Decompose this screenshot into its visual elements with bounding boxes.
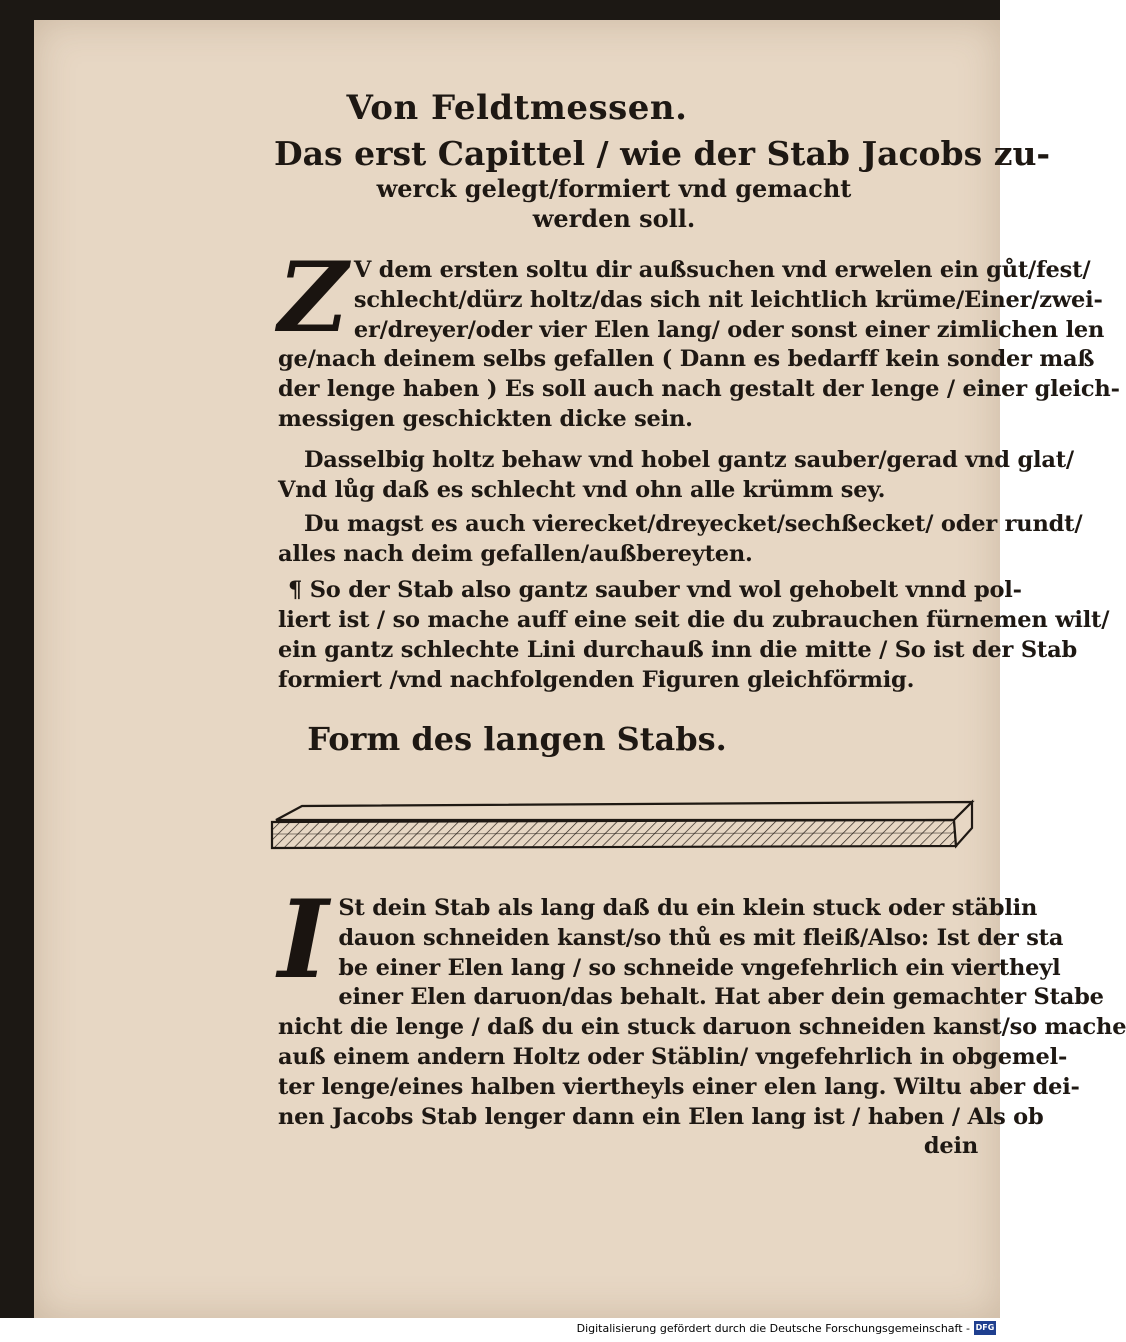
drop-cap-initial: I [278,877,329,1003]
text-line: auß einem andern Holtz oder Stäblin/ vngefehrlich in obgemel- [278,1043,1068,1070]
paragraph-4 [288,576,1022,606]
jacobs-staff-illustration [264,798,974,868]
text-line: er/dreyer/oder vier Elen lang/ oder sonst einer zimlichen len [353,316,1105,343]
chapter-heading-line-1: Das erst Capittel / wie der Stab Jacobs zu- [274,134,1051,173]
dfg-logo-icon: DFG [974,1321,996,1335]
text-line: V dem ersten soltu dir außsuchen vnd erwelen ein gůt/fest/ [353,257,1091,283]
text-line: messigen geschickten dicke sein. [278,405,693,432]
paragraph-5 [278,877,1126,1162]
text-line: einer Elen daruon/das behalt. Hat aber dein gemachter Stabe [338,984,1104,1011]
paragraph-1 [278,241,1120,435]
drop-cap-initial: Z [278,241,348,354]
text-line: der lenge haben ) Es soll auch nach gestalt der lenge / einer gleich- [278,376,1120,403]
paragraph-2-cont [278,476,978,506]
text-line: alles nach deim gefallen/außbereyten. [278,541,753,567]
text-line: ¶ So der Stab also gantz sauber vnd wol gehobelt vnnd pol- [288,577,1022,603]
text-line: nen Jacobs Stab lenger dann ein Elen lang ist / haben / Als ob [278,1103,1044,1130]
paragraph-3 [304,510,1083,540]
chapter-heading [274,134,1051,234]
paragraph-2 [304,446,1074,476]
book-page [34,20,1126,1318]
text-line: liert ist / so mache auff eine seit die du zubrauchen fürnemen wilt/ [278,607,1110,633]
staff-top-face [276,802,972,820]
text-line: St dein Stab als lang daß du ein klein stuck oder stäblin [338,895,1038,921]
text-line: Du magst es auch vierecket/dreyecket/sechßecket/ oder rundt/ [304,511,1083,537]
text-line: formiert /vnd nachfolgenden Figuren gleichförmig. [278,666,915,693]
text-line: nicht die lenge / daß du ein stuck daruon schneiden kanst/so mache [278,1014,1126,1041]
running-title: Von Feldtmessen. [346,88,688,128]
figure-caption: Form des langen Stabs. [307,720,727,758]
text-line: dauon schneiden kanst/so thů es mit fleiß/Also: Ist der sta [338,924,1064,951]
catchword: dein [923,1133,978,1160]
paragraph-3-cont [278,540,978,570]
text-line: Vnd lůg daß es schlecht vnd ohn alle krümm sey. [278,477,886,503]
text-line: Dasselbig holtz behaw vnd hobel gantz sauber/gerad vnd glat/ [304,447,1074,473]
text-line: schlecht/dürz holtz/das sich nit leichtlich krüme/Einer/zwei- [353,286,1103,313]
chapter-heading-line-2: werck gelegt/formiert vnd gemacht [376,174,852,203]
funding-notice: Digitalisierung gefördert durch die Deutsche Forschungsgemeinschaft - [576,1322,970,1335]
text-line: ter lenge/eines halben viertheyls einer elen lang. Wiltu aber dei- [278,1073,1080,1100]
text-line: be einer Elen lang / so schneide vngefehrlich ein viertheyl [338,954,1061,981]
paragraph-4-cont [278,606,1110,695]
text-line: ge/nach deinem selbs gefallen ( Dann es bedarff kein sonder maß [278,346,1095,373]
text-line: ein gantz schlechte Lini durchauß inn die mitte / So ist der Stab [278,636,1077,663]
chapter-heading-line-3: werden soll. [532,204,696,233]
